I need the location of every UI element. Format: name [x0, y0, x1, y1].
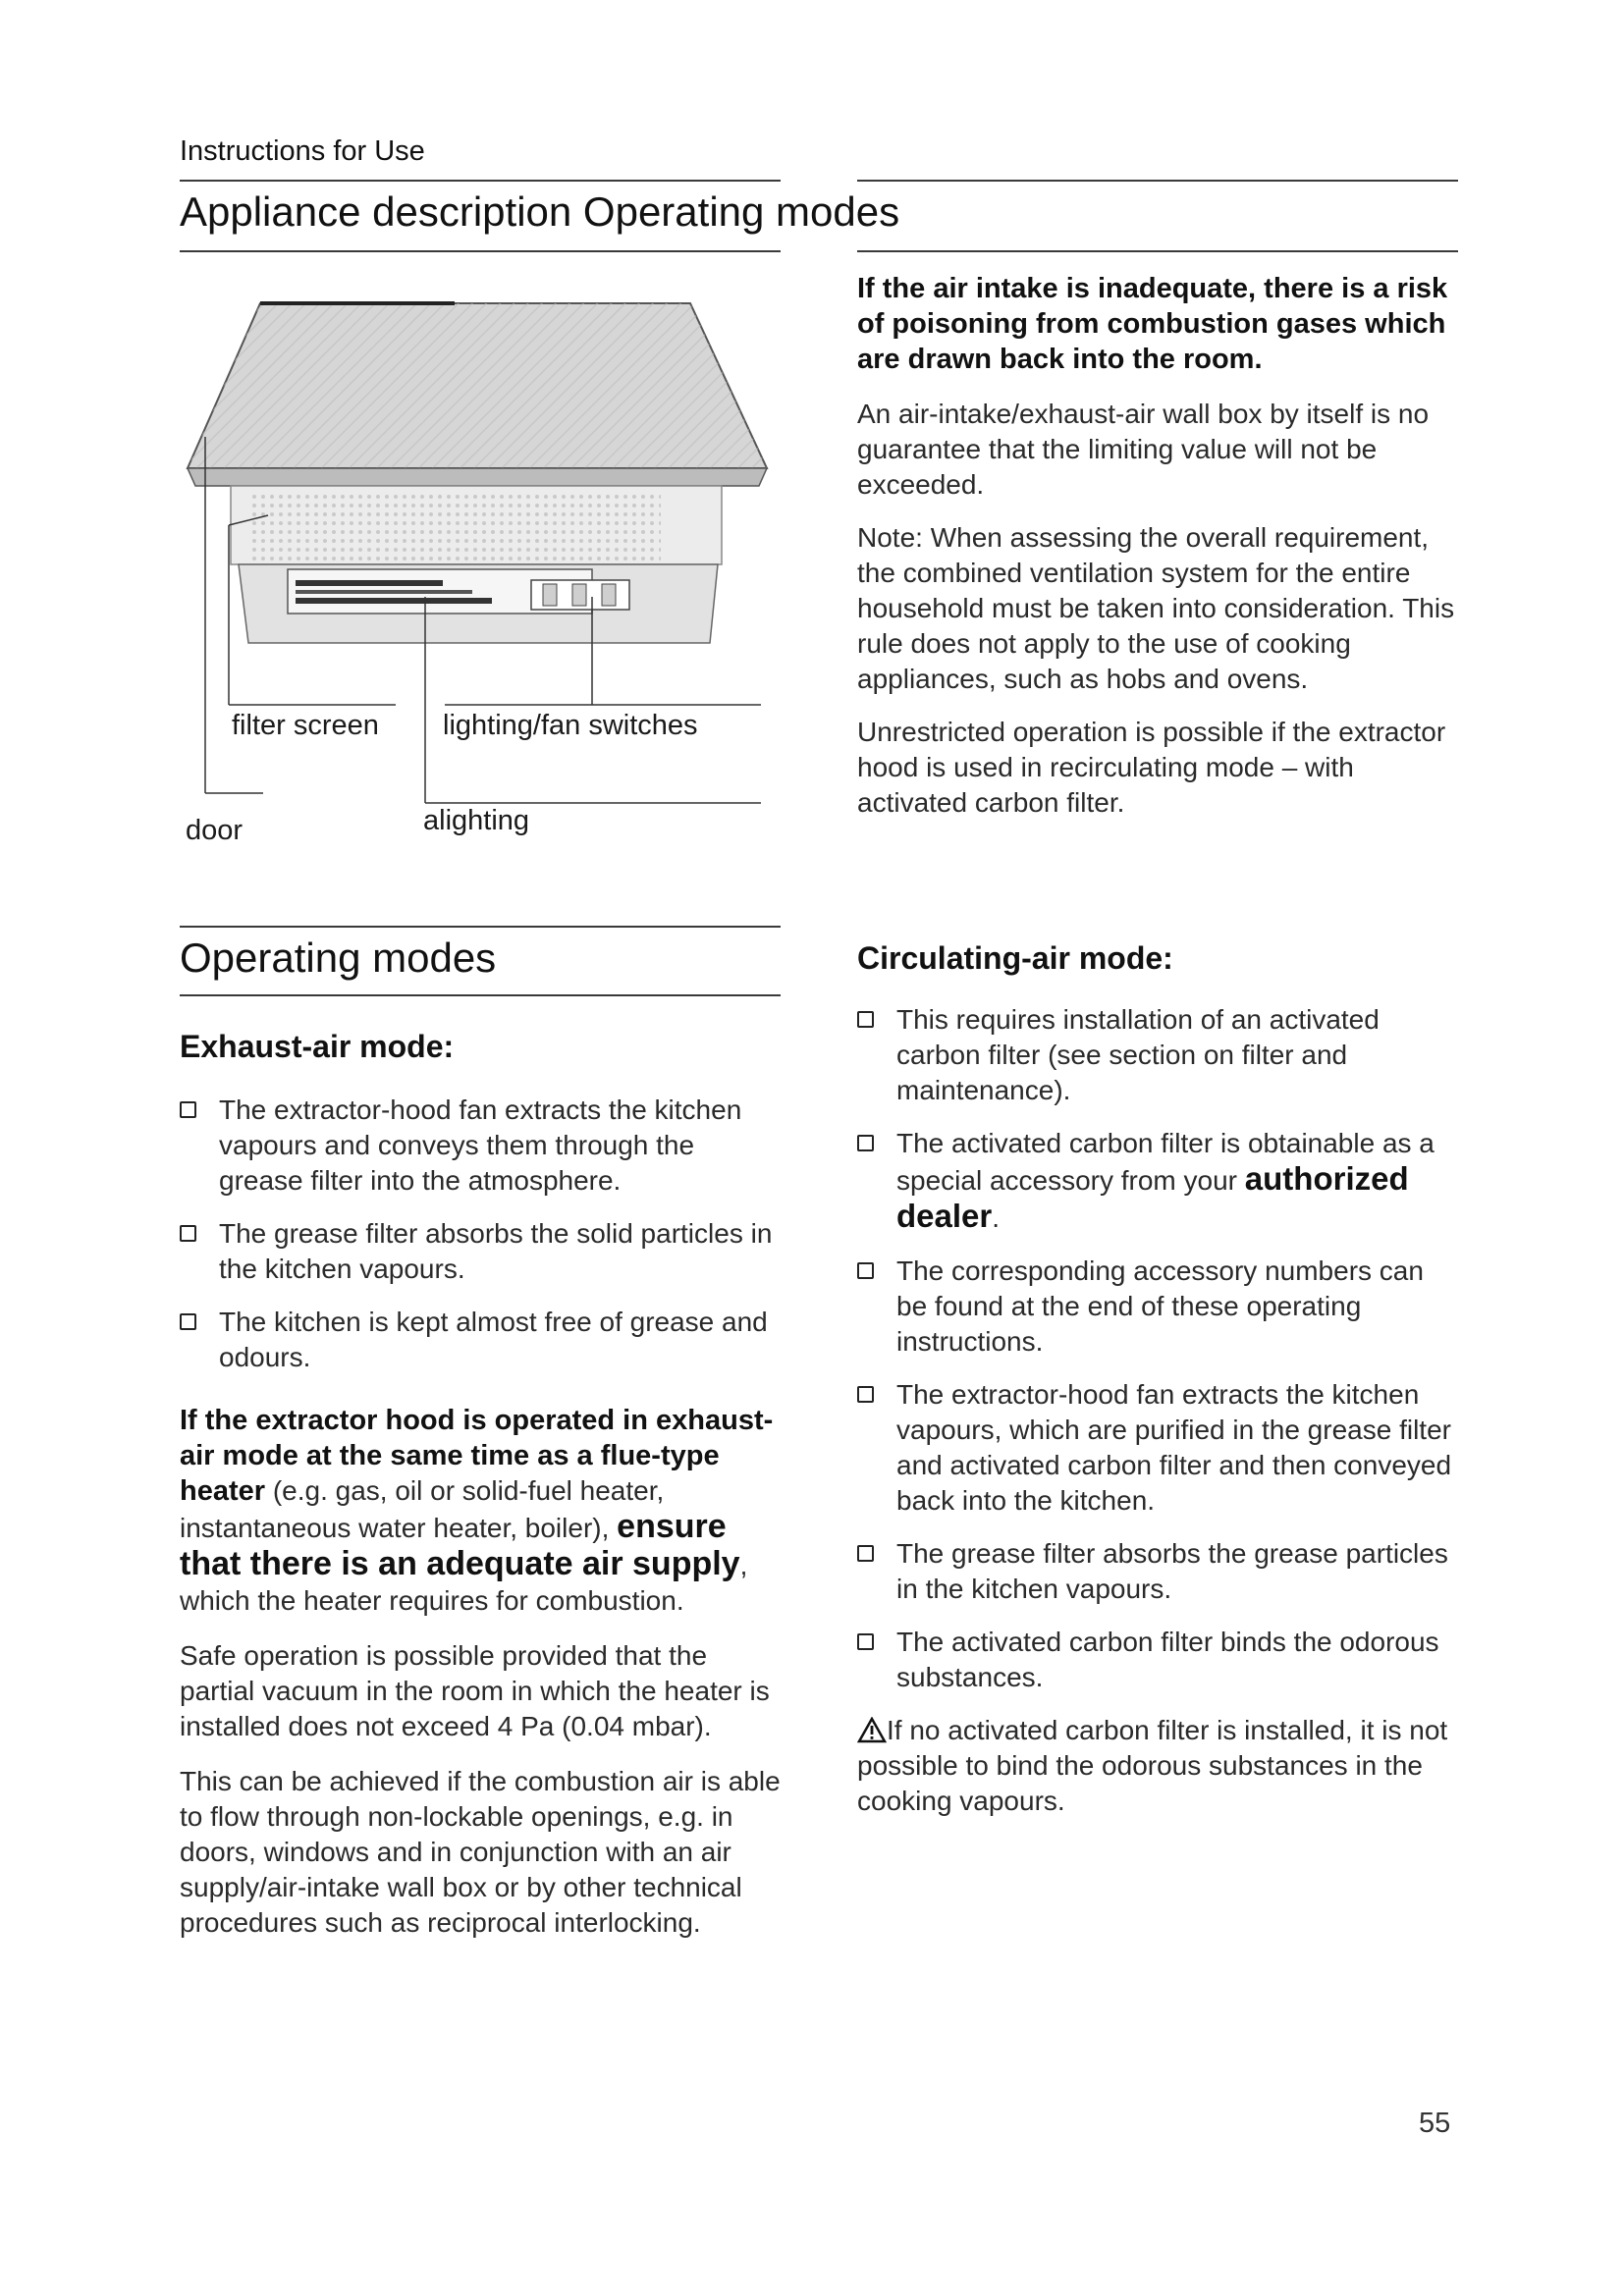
circulating-list	[857, 1002, 1458, 1695]
exhaust-heading: Exhaust-air mode:	[180, 1029, 455, 1064]
right-top-column	[857, 271, 1458, 821]
label-switches: lighting/fan switches	[443, 710, 698, 741]
checkbox-square-icon	[180, 1313, 196, 1330]
page-number: 55	[1419, 2108, 1451, 2139]
title-rule-left	[180, 250, 781, 252]
dealer-bold: authorized dealer	[896, 1160, 1409, 1234]
title-rule-right	[857, 250, 1458, 252]
exhaust-column	[180, 1029, 781, 1941]
extractor-hood-illustration	[180, 290, 781, 859]
label-door: door	[186, 815, 244, 846]
list-item: The kitchen is kept almost free of grease and odours.	[180, 1305, 781, 1375]
recirculating-note: Unrestricted operation is possible if the extractor hood is used in recirculating mode – with activated carbon filter.	[857, 717, 1446, 818]
list-item: The extractor-hood fan extracts the kitchen vapours and conveys them through the grease filter into the atmosphere.	[180, 1093, 781, 1199]
section-rule-bottom	[180, 994, 781, 996]
exhaust-list	[180, 1093, 781, 1375]
circulating-heading: Circulating-air mode:	[857, 940, 1173, 976]
carbon-warning: If no activated carbon filter is installed, it is not possible to bind the odorous substances in the cooking vapours.	[857, 1715, 1448, 1816]
header-rule-right	[857, 180, 1458, 182]
flue-heater-text: (e.g. gas, oil or solid-fuel heater, instantaneous water heater, boiler),	[180, 1475, 665, 1543]
warning-triangle-icon	[857, 1717, 887, 1743]
checkbox-square-icon	[180, 1101, 196, 1118]
list-item: The corresponding accessory numbers can be found at the end of these operating instructions.	[857, 1254, 1458, 1360]
flue-heater-paragraph	[180, 1403, 781, 1619]
list-item: The extractor-hood fan extracts the kitchen vapours, which are purified in the grease filter and activated carbon filter and then conveyed back into the kitchen.	[857, 1377, 1458, 1519]
checkbox-square-icon	[180, 1225, 196, 1242]
list-item: The activated carbon filter binds the odorous substances.	[857, 1625, 1458, 1695]
air-supply-bold: ensure that there is an adequate air supply	[180, 1508, 740, 1582]
list-item: The grease filter absorbs the grease particles in the kitchen vapours.	[857, 1536, 1458, 1607]
list-item: The grease filter absorbs the solid particles in the kitchen vapours.	[180, 1216, 781, 1287]
label-lighting: alighting	[423, 805, 530, 836]
page-title: Appliance description Operating modes	[180, 188, 900, 235]
list-item: The activated carbon filter is obtainable as a special accessory from your authorized dealer.	[857, 1126, 1458, 1236]
air-supply-text: , which the heater requires for combustion.	[180, 1550, 748, 1616]
circulating-column	[857, 940, 1458, 1819]
checkbox-square-icon	[857, 1545, 874, 1562]
flue-heater-bold: If the extractor hood is operated in exhaust-air mode at the same time as a flue-type heater	[180, 1405, 774, 1507]
achieved-paragraph: This can be achieved if the combustion air is able to flow through non-lockable openings, e.g. in doors, windows and in conjunction with an air supply/air-intake wall box or by other technical procedures such as reciprocal interlocking.	[180, 1766, 781, 1938]
checkbox-square-icon	[857, 1135, 874, 1151]
safe-operation-paragraph: Safe operation is possible provided that the partial vacuum in the room in which the heater is installed does not exceed 4 Pa (0.04 mbar).	[180, 1640, 770, 1741]
ventilation-note: Note: When assessing the overall requirement, the combined ventilation system for the entire household must be taken into consideration. This rule does not apply to the use of cooking appliances, such as hobs and ovens.	[857, 522, 1455, 694]
label-filter-screen: filter screen	[232, 710, 379, 741]
checkbox-square-icon	[857, 1633, 874, 1650]
checkbox-square-icon	[857, 1386, 874, 1403]
running-header: Instructions for Use	[180, 135, 425, 167]
wallbox-note: An air-intake/exhaust-air wall box by itself is no guarantee that the limiting value will not be exceeded.	[857, 399, 1430, 500]
section-rule-top	[180, 926, 781, 928]
appliance-diagram	[180, 290, 781, 859]
header-rule-left	[180, 180, 781, 182]
checkbox-square-icon	[857, 1262, 874, 1279]
intake-warning: If the air intake is inadequate, there is a risk of poisoning from combustion gases which are drawn back into the room.	[857, 273, 1448, 375]
checkbox-square-icon	[857, 1011, 874, 1028]
list-item: This requires installation of an activated carbon filter (see section on filter and maintenance).	[857, 1002, 1458, 1108]
section-title: Operating modes	[180, 934, 497, 981]
